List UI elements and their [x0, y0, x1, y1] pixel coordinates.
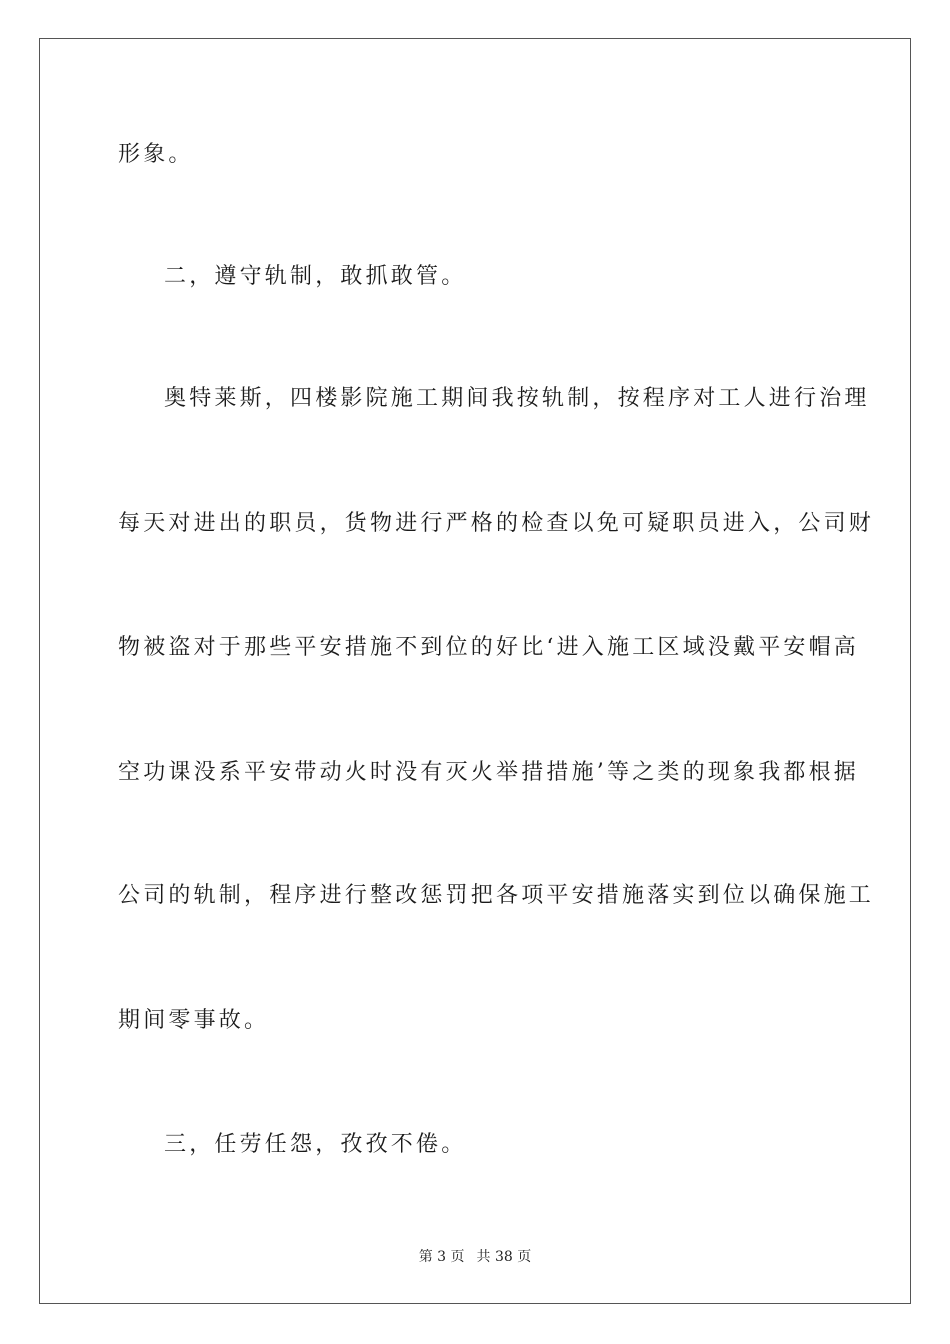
text-line-5: 物被盗对于那些平安措施不到位的好比‘进入施工区域没戴平安帽高 [118, 635, 859, 660]
text-line-4: 每天对进出的职员，货物进行严格的检查以免可疑职员进入，公司财 [118, 511, 875, 536]
total-pages: 共 38 页 [476, 1249, 532, 1265]
section-heading-2: 二，遵守轨制，敢抓敢管。 [164, 264, 467, 289]
text-line-7: 公司的轨制，程序进行整改惩罚把各项平安措施落实到位以确保施工 [118, 883, 875, 908]
text-line-3: 奥特莱斯，四楼影院施工期间我按轨制，按程序对工人进行治理 [164, 386, 870, 411]
page-number: 第 3 页 [418, 1249, 465, 1265]
page-border [39, 38, 911, 1304]
section-heading-3: 三，任劳任怨，孜孜不倦。 [164, 1132, 467, 1157]
page-footer [0, 1247, 950, 1267]
text-line-8: 期间零事故。 [118, 1008, 270, 1033]
text-line-1: 形象。 [118, 142, 194, 167]
text-line-6: 空功课没系平安带动火时没有灭火举措措施’等之类的现象我都根据 [118, 760, 859, 785]
